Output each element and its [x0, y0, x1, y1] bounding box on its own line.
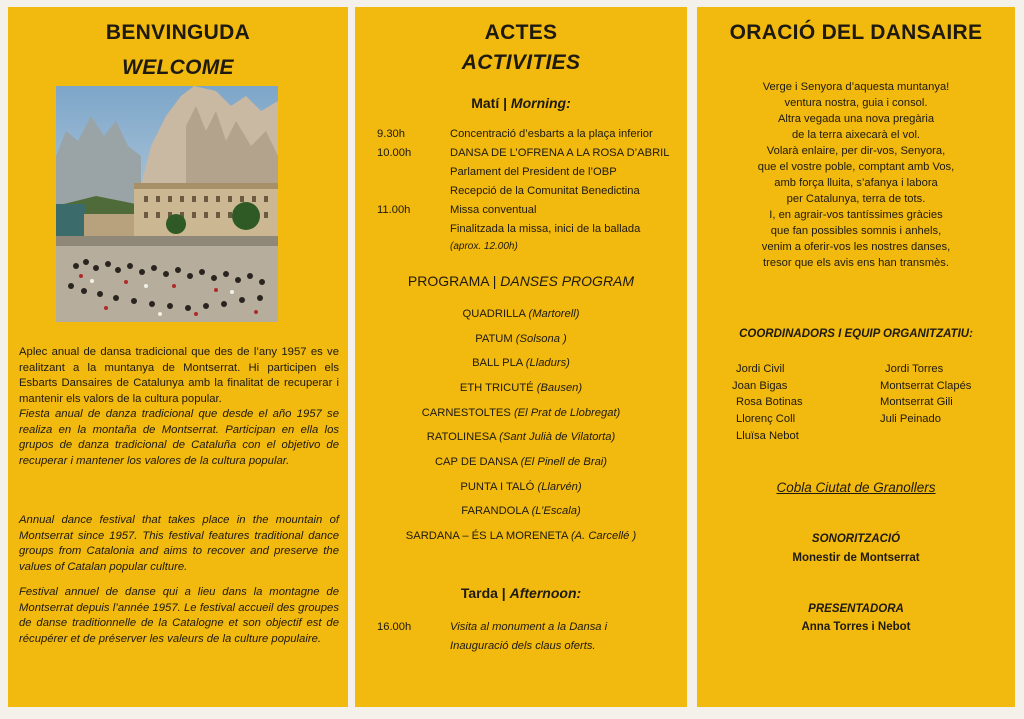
montserrat-photo	[56, 86, 278, 322]
prayer-line: Verge i Senyora d’aquesta muntanya!	[762, 81, 950, 93]
prayer-line: I, en agrair-vos tantíssimes gràcies	[769, 209, 943, 221]
panel-welcome	[8, 7, 348, 707]
cobla-name: Cobla Ciutat de Granollers	[776, 480, 936, 495]
coordinator-name: Jordi Civil	[736, 363, 785, 375]
prayer-title: ORACIÓ DEL DANSAIRE	[729, 21, 983, 44]
prayer-line: Altra vegada una nova pregària	[777, 113, 935, 125]
coordinator-name: Jordi Torres	[885, 363, 944, 375]
coordinators-title: COORDINADORS I EQUIP ORGANITZATIU:	[739, 328, 973, 340]
dance-item: PATUM (Solsona )	[475, 333, 567, 345]
activities-subtitle: ACTIVITIES	[461, 51, 581, 74]
sound-credit: Monestir de Montserrat	[792, 552, 920, 564]
coordinator-name: Rosa Botinas	[736, 396, 803, 408]
afternoon-heading: Tarda | Afternoon:	[460, 585, 582, 601]
coordinator-name: Lluïsa Nebot	[736, 430, 799, 442]
dance-item: ETH TRICUTÉ (Bausen)	[459, 382, 583, 394]
welcome-text-french: Festival annuel de danse qui a lieu dans la montagne de Montserrat depuis l’année 1957. Le festival accueil des groupes de danse traditionnelle de la Catalogne et son objectif est de récupérer et de préserver les valeurs de la culture populaire.	[19, 586, 339, 645]
dance-item: PUNTA I TALÓ (Llarvén)	[460, 481, 582, 493]
presenter-title: PRESENTADORA	[808, 603, 904, 615]
prayer-line: tresor que els avis ens han transmès.	[763, 257, 949, 269]
morning-heading: Matí | Morning:	[471, 95, 571, 111]
prayer-line: per Catalunya, terra de tots.	[786, 193, 926, 205]
coordinator-name: Joan Bigas	[732, 380, 788, 392]
dance-item: FARANDOLA (L’Escala)	[461, 505, 581, 517]
dance-item: SARDANA – ÉS LA MORENETA (A. Carcellé )	[405, 530, 637, 542]
sound-title: SONORITZACIÓ	[811, 533, 901, 545]
dance-item: RATOLINESA (Sant Julià de Vilatorta)	[426, 431, 616, 443]
welcome-title: BENVINGUDA	[105, 21, 251, 44]
welcome-subtitle: WELCOME	[122, 56, 234, 79]
activities-title: ACTES	[484, 21, 558, 44]
prayer-line: ventura nostra, guia i consol.	[784, 97, 928, 109]
dance-item: BALL PLA (Lladurs)	[472, 357, 570, 369]
dance-item: CAP DE DANSA (El Pinell de Brai)	[434, 456, 608, 468]
coordinator-name: Llorenç Coll	[736, 413, 796, 425]
welcome-text-english: Annual dance festival that takes place in the mountain of Montserrat since 1957. This festival features traditional dance groups from Catalonia and aims to recover and preserve the values of Catalan popular culture.	[19, 514, 339, 573]
program-heading: PROGRAMA | DANSES PROGRAM	[407, 273, 635, 289]
dance-item: QUADRILLA (Martorell)	[462, 308, 580, 320]
panel-prayer	[697, 7, 1015, 707]
coordinator-name: Montserrat Clapés	[880, 380, 972, 392]
panel-activities: ACTES ACTIVITIES Matí | Morning: 9.30h Concentració d’esbarts a la plaça inferior 10.00h DANSA DE L’OFRENA A LA ROSA D’ABRIL Parlament del President de l’OBP Recepció de la Comunitat Benedictina 11.00h Missa conventual Finalitzada la missa, inici de la ballada (aprox. 12.00h) PROGRAMA | DANSES PROGRAM QUADRILLA (Martorell) PATUM (Solsona ) BALL PLA (Lladurs) ETH TRICUTÉ (Bausen) CARNESTOLTES (El Prat de Llobregat) RATOLINESA (Sant Julià de Vilatorta) CAP DE DANSA (El Pinell de Brai) PUNTA I TALÓ (Llarvén) FARANDOLA (L’Escala) SARDANA – ÉS LA MORENETA (A. Carcellé ) Tarda | Afternoon: 16.00h Visita al monument a la Dansa i Inauguració dels claus oferts.	[355, 7, 687, 707]
coordinator-name: Juli Peinado	[880, 413, 941, 425]
prayer-line: Volarà enlaire, per dir-vos, Senyora,	[766, 145, 946, 157]
prayer-line: venim a oferir-vos les nostres danses,	[761, 241, 951, 253]
welcome-text-spanish: Fiesta anual de danza tradicional que desde el año 1957 se realiza en la montaña de Montserrat. Participan en ella los grupos de danza tradicional de Cataluña con el objetivo de recuperar i mantener los valores de la cultura popular.	[19, 408, 339, 467]
presenter-name: Anna Torres i Nebot	[801, 621, 911, 633]
prayer-line: que fan possibles somnis i anhels,	[770, 225, 942, 237]
prayer-line: que el vostre poble, comptant amb Vos,	[757, 161, 955, 173]
dance-item: CARNESTOLTES (El Prat de Llobregat)	[421, 407, 621, 419]
welcome-text-catalan: Aplec anual de dansa tradicional que des de l’any 1957 es ve realitzant a la muntanya de Montserrat. Hi participen els Esbarts Dansaires de Catalunya amb la finalitat de recuperar i mantenir els valors de la cultura popular.	[19, 346, 339, 405]
prayer-line: de la terra aixecarà el vol.	[791, 129, 921, 141]
prayer-line: amb força lluita, s’afanya i labora	[774, 177, 938, 189]
coordinator-name: Montserrat Gili	[880, 396, 953, 408]
